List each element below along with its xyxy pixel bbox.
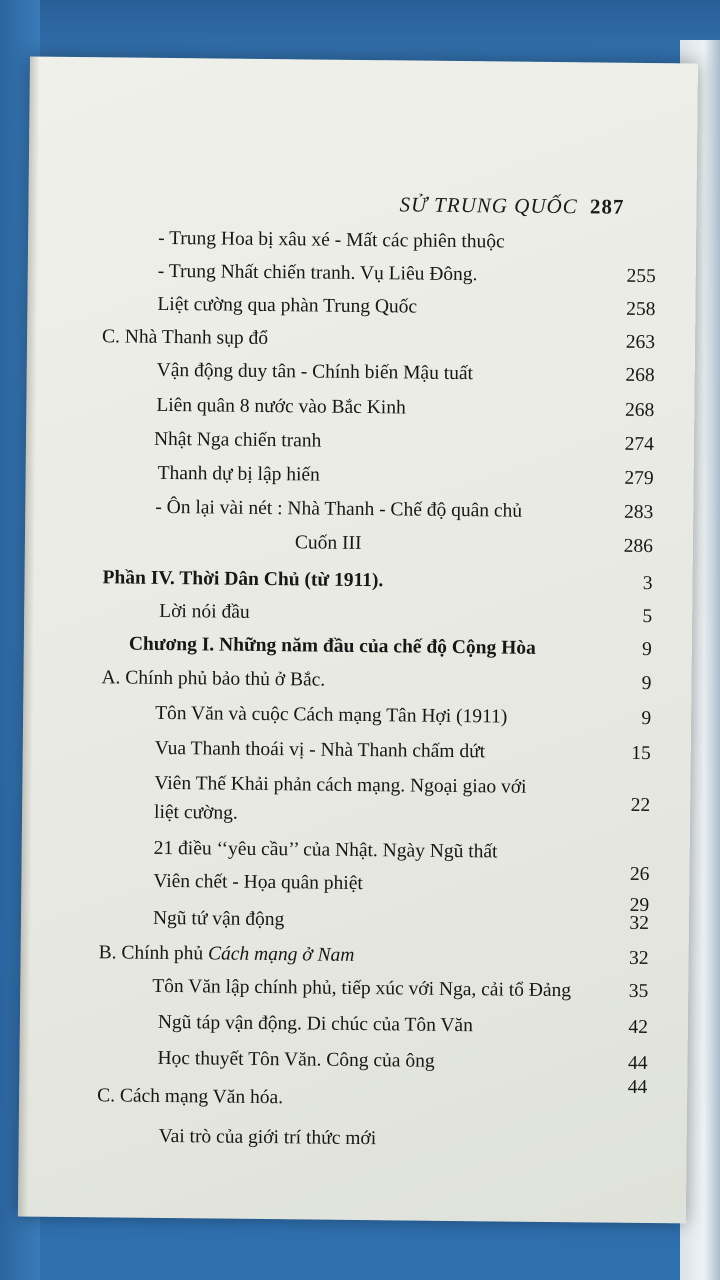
toc-entry-page: 279 — [624, 467, 654, 490]
toc-entry-page: 44 — [627, 1052, 648, 1075]
toc-entry-label: Liệt cường qua phàn Trung Quốc — [157, 293, 418, 318]
toc-entry-page: 286 — [623, 535, 654, 558]
toc-entry-label: Vai trò của giới trí thức mới — [158, 1125, 377, 1150]
toc-entry-label: Phần IV. Thời Dân Chủ (từ 1911). — [102, 567, 384, 592]
toc-entry-label: Viên chết - Họa quân phiệt — [153, 870, 363, 895]
table-of-contents — [18, 57, 698, 1224]
toc-entry-page: 32 — [629, 912, 650, 935]
toc-entry — [22, 794, 690, 841]
toc-entry-page: 263 — [625, 331, 656, 354]
toc-entry-label: Chương I. Những năm đầu của chế độ Cộng Hòa — [128, 633, 536, 659]
toc-entry-page: 42 — [628, 1016, 648, 1039]
toc-entry-label: 21 điều ‘‘yêu cầu’’ của Nhật. Ngày Ngũ thất — [153, 837, 498, 863]
toc-entry-label: - Trung Hoa bị xâu xé - Mất các phiên thuộc — [158, 227, 505, 253]
toc-entry-label: Ngũ tứ vận động — [152, 907, 285, 931]
toc-entry-page: 255 — [626, 265, 656, 288]
toc-entry-page: 268 — [625, 364, 655, 387]
toc-entry-label: Học thuyết Tôn Văn. Công của ông — [157, 1047, 435, 1072]
toc-entry-label: liệt cường. — [154, 801, 238, 824]
toc-entry-label: C. Cách mạng Văn hóa. — [97, 1085, 284, 1109]
toc-entry-page: 283 — [623, 501, 654, 524]
toc-entry-label — [99, 942, 355, 967]
toc-entry-label: Lời nói đầu — [159, 600, 250, 623]
toc-entry-label: A. Chính phủ bảo thủ ở Bắc. — [101, 667, 326, 691]
toc-entry-label: Liên quân 8 nước vào Bắc Kinh — [156, 394, 406, 419]
toc-entry-page: 268 — [624, 399, 655, 422]
toc-entry-label: - Ôn lại vài nét : Nhà Thanh - Chế độ quân chủ — [155, 496, 523, 522]
toc-entry-label: Ngũ táp vận động. Di chúc của Tôn Văn — [157, 1011, 474, 1037]
toc-entry — [23, 666, 691, 707]
toc-entry-page: 9 — [641, 672, 652, 695]
toc-entry-label: C. Nhà Thanh sụp đổ — [101, 326, 269, 350]
toc-entry-label-prefix: B. Chính phủ — [98, 942, 209, 965]
toc-entry-page — [590, 777, 650, 778]
toc-entry-label: Nhật Nga chiến tranh — [153, 428, 322, 452]
toc-entry-label: Tôn Văn lập chính phủ, tiếp xúc với Nga, cải tổ Đảng — [152, 975, 572, 1002]
toc-entry-page — [596, 232, 656, 233]
toc-entry — [26, 358, 694, 399]
running-head-page: 287 — [589, 194, 625, 219]
toc-entry-page: 3 — [642, 572, 653, 595]
toc-entry-page: 29 — [629, 894, 650, 917]
toc-entry-page: 9 — [641, 638, 652, 661]
toc-entry-page: 26 — [629, 863, 650, 886]
toc-entry-label: - Trung Nhất chiến tranh. Vụ Liêu Đông. — [157, 260, 478, 286]
toc-entry — [19, 1076, 687, 1125]
toc-entry-label: Viên Thế Khải phản cách mạng. Ngoại giao với — [154, 772, 527, 798]
toc-entry — [23, 736, 691, 777]
toc-entry-label: Thanh dự bị lập hiến — [157, 462, 320, 486]
running-head-title: SỬ TRUNG QUỐC — [399, 192, 578, 219]
toc-entry-page: 258 — [626, 298, 656, 321]
toc-entry-page: 44 — [627, 1076, 648, 1099]
toc-entry — [18, 1124, 686, 1165]
toc-entry — [25, 529, 693, 570]
toc-entry — [20, 1010, 688, 1051]
toc-entry-page: 35 — [628, 980, 649, 1003]
book-page — [18, 57, 698, 1224]
toc-entry-page — [590, 842, 650, 843]
toc-entry-page — [587, 1130, 647, 1131]
toc-entry-page: 274 — [624, 433, 655, 456]
toc-entry-page: 22 — [630, 794, 651, 817]
toc-volume-heading: Cuốn III — [294, 532, 362, 555]
toc-entry — [21, 906, 689, 947]
toc-entry — [23, 701, 691, 742]
toc-entry-label-italic: Cách mạng ở Nam — [207, 943, 355, 966]
toc-entry-label: Vận động duy tân - Chính biến Mậu tuất — [156, 359, 474, 385]
toc-entry-label: Vua Thanh thoái vị - Nhà Thanh chấm dứt — [154, 737, 486, 763]
toc-entry-page: 32 — [628, 947, 649, 970]
toc-entry-page: 5 — [642, 605, 653, 628]
toc-entry-page: 9 — [641, 707, 652, 730]
toc-entry-label: Tôn Văn và cuộc Cách mạng Tân Hợi (1911) — [155, 702, 508, 728]
toc-entry-page: 15 — [631, 742, 651, 765]
toc-entry — [20, 974, 688, 1015]
